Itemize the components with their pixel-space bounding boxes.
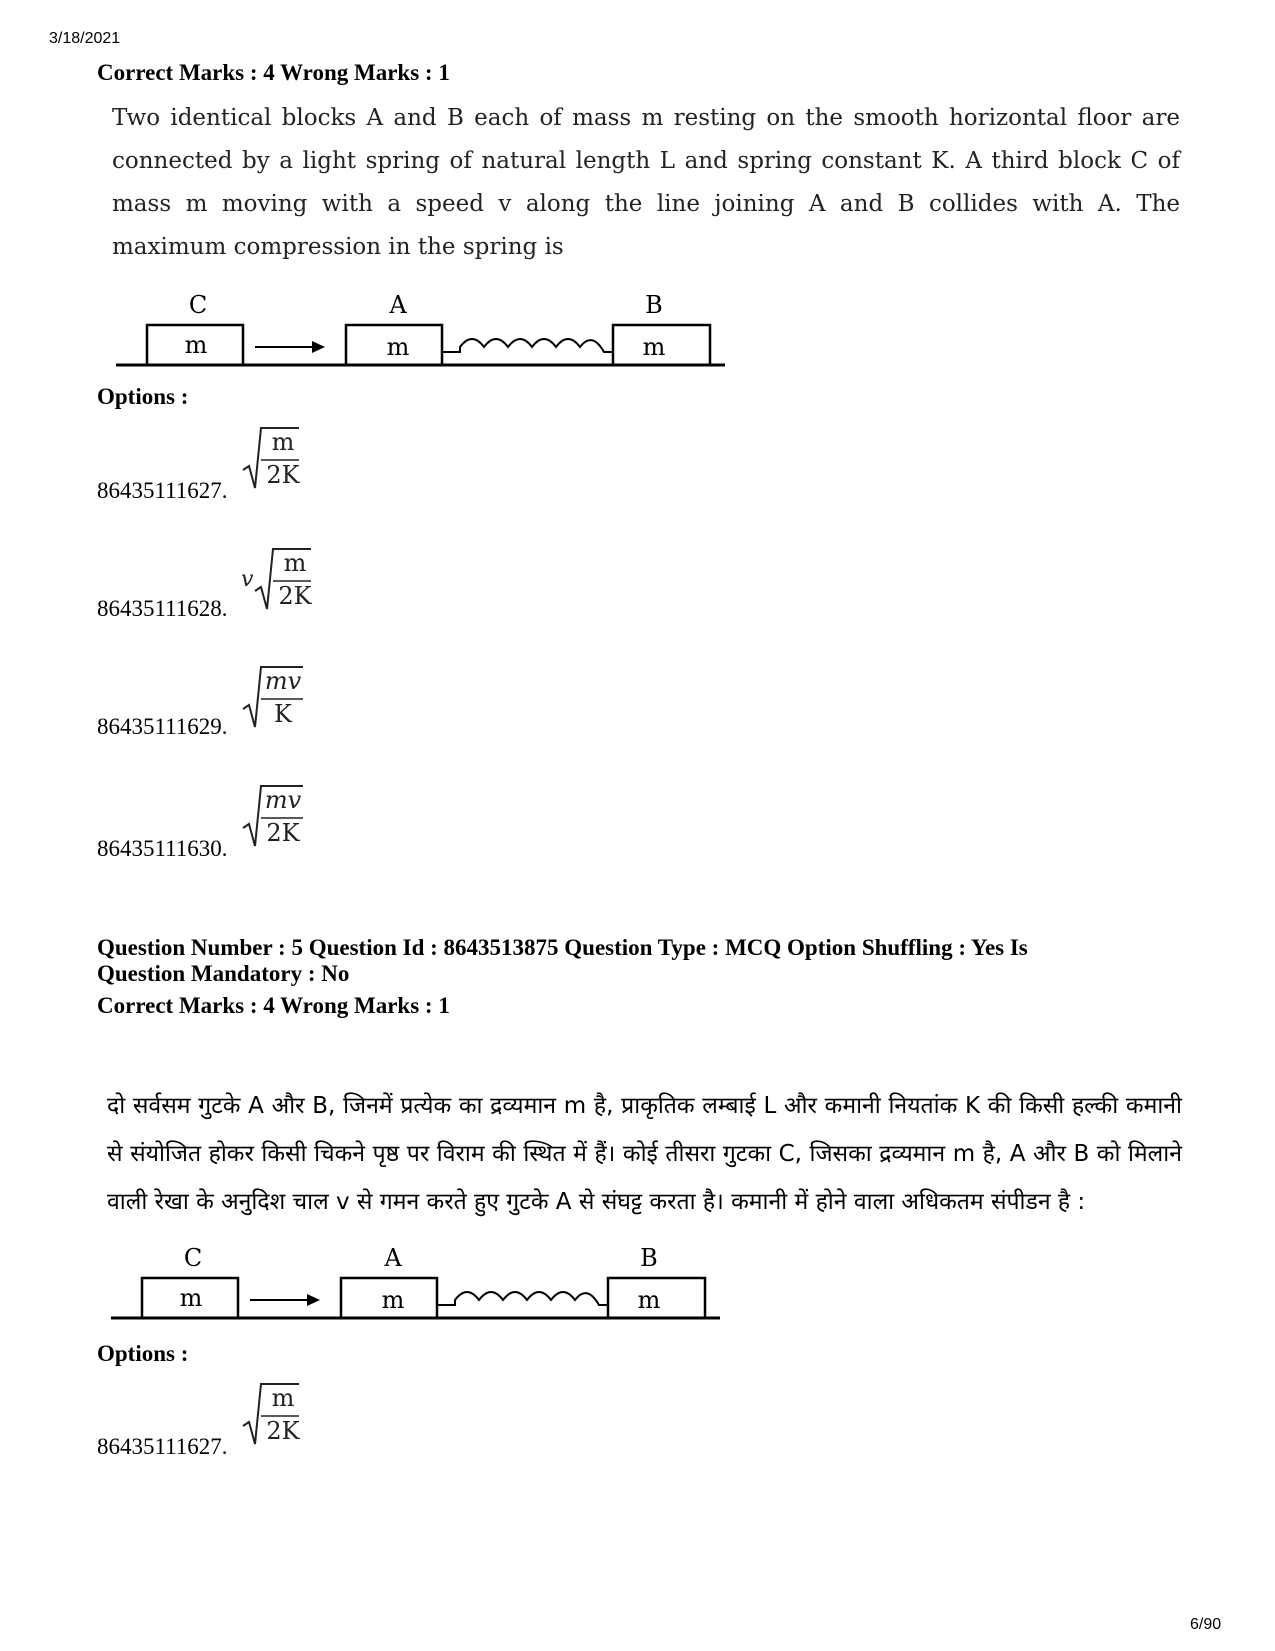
- q5-option-1-denominator: 2K: [266, 1417, 300, 1445]
- q5-label-a: A: [384, 1244, 402, 1272]
- q5-header-line2: Question Mandatory : No: [97, 961, 350, 986]
- q5-spring: [437, 1292, 608, 1305]
- q4-option-2-id: 86435111628.: [97, 596, 228, 621]
- q4-mass-a: m: [386, 333, 410, 361]
- q4-option-1-id: 86435111627.: [97, 478, 228, 503]
- q5-header-line1: Question Number : 5 Question Id : 8643513875 Question Type : MCQ Option Shuffling : Yes Is: [97, 935, 1028, 960]
- q4-option-4-denominator: 2K: [266, 819, 300, 847]
- q5-label-c: C: [183, 1244, 203, 1272]
- q4-marks: Correct Marks : 4 Wrong Marks : 1: [97, 60, 450, 85]
- q4-label-a: A: [389, 291, 407, 319]
- print-date: 3/18/2021: [49, 30, 121, 47]
- q4-option-4-numerator: mv: [264, 786, 302, 814]
- q4-option-1-numerator: m: [271, 428, 295, 456]
- q4-option-3-denominator: K: [274, 700, 292, 728]
- q5-velocity-arrow: [250, 1294, 320, 1306]
- q4-option-3-id: 86435111629.: [97, 714, 228, 739]
- q4-velocity-arrow: [255, 341, 325, 353]
- q5-question-text: दो सर्वसम गुटके A और B, जिनमें प्रत्येक का द्रव्यमान m है, प्राकृतिक लम्बाई L और कमानी नियतांक K की किसी हल्की कमानी से संयोजित होकर किसी चिकने पृष्ठ पर विराम की स्थित में हैं। कोई तीसरा गुटका C, जिसका द्रव्यमान m है, A और B को मिलाने वाली रेखा के अनुदिश चाल v से गमन करते हुए गुटके A से संघट्ट करता है। कमानी में होने वाला अधिकतम संपीडन है :: [107, 1093, 1182, 1215]
- q4-mass-c: m: [184, 331, 208, 359]
- q5-blocks-diagram: [105, 1238, 745, 1333]
- q5-option-1-numerator: m: [271, 1384, 295, 1412]
- q4-spring: [442, 339, 613, 352]
- q4-option-2-numerator: m: [283, 549, 307, 577]
- q4-option-1-formula: [241, 424, 321, 504]
- q4-mass-b: m: [642, 333, 666, 361]
- q4-question-text: Two identical blocks A and B each of mass m resting on the smooth horizontal floor are connected by a light spring of natural length L and spring constant K. A third block C of mass m moving with a speed v along the line joining A and B collides with A. The maximum compression in the spring is: [112, 105, 1180, 260]
- q5-option-1-formula: [241, 1380, 321, 1460]
- q5-mass-a: m: [381, 1286, 405, 1314]
- q5-marks: Correct Marks : 4 Wrong Marks : 1: [97, 993, 450, 1018]
- q4-options-label: Options :: [97, 384, 189, 409]
- q5-mass-b: m: [637, 1286, 661, 1314]
- q5-mass-c: m: [179, 1284, 203, 1312]
- q5-label-b: B: [640, 1244, 658, 1272]
- q4-option-4-formula: [241, 782, 321, 862]
- q4-option-2-denominator: 2K: [278, 582, 312, 610]
- q4-option-4-id: 86435111630.: [97, 836, 228, 861]
- q5-header: [97, 935, 1028, 987]
- q4-label-b: B: [645, 291, 663, 319]
- q5-options-label: Options :: [97, 1341, 189, 1366]
- q4-label-c: C: [188, 291, 208, 319]
- q4-option-2-prefix: v: [241, 567, 254, 592]
- q4-option-1-denominator: 2K: [266, 461, 300, 489]
- q4-option-3-formula: [241, 663, 321, 743]
- q5-option-1-id: 86435111627.: [97, 1434, 228, 1459]
- q4-option-2-formula: [253, 545, 333, 625]
- q4-option-3-numerator: mv: [264, 667, 302, 695]
- q4-blocks-diagram: [110, 285, 750, 380]
- page-number: 6/90: [1190, 1616, 1222, 1633]
